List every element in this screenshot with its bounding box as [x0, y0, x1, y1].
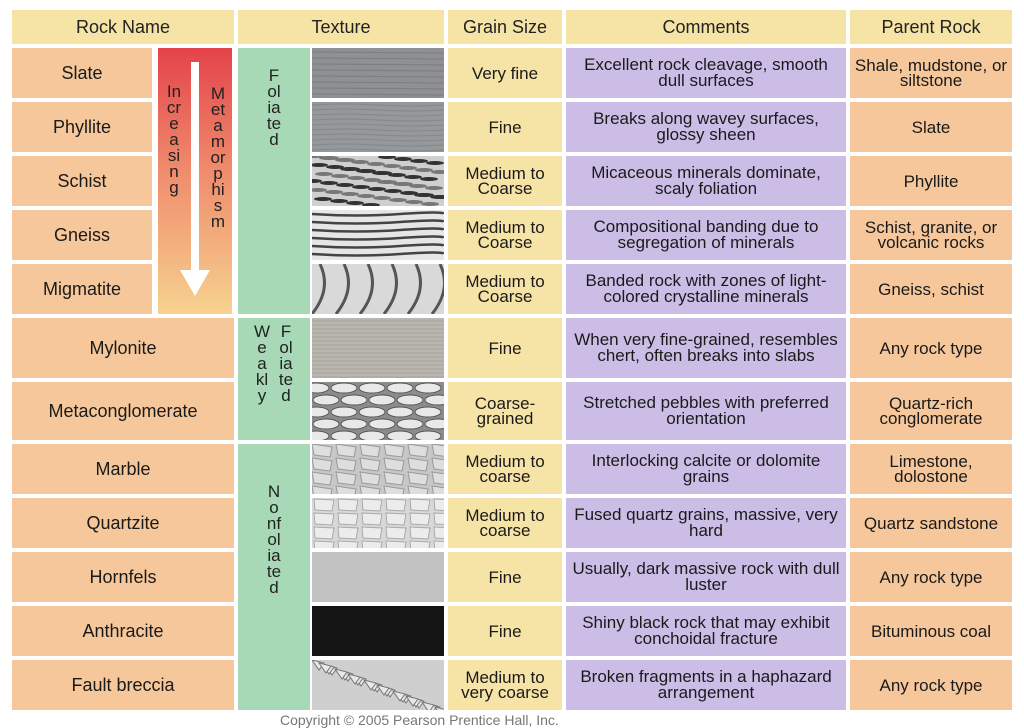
comments-cell: Banded rock with zones of light-colored crystalline minerals [566, 264, 846, 314]
hornfels-texture [312, 552, 444, 602]
arrow-label-increasing: Increasing [166, 82, 182, 197]
foliated-band [238, 48, 310, 314]
comments-cell: Fused quartz grains, massive, very hard [566, 498, 846, 548]
schist-texture [312, 156, 444, 206]
nonfoliated-label: Nonfoliated [266, 482, 282, 597]
parent-rock-cell: Bituminous coal [850, 606, 1012, 656]
grain-size-cell: Fine [448, 318, 562, 378]
grain-size-cell: Fine [448, 606, 562, 656]
parent-rock-cell: Any rock type [850, 318, 1012, 378]
mylonite-texture [312, 318, 444, 378]
rock-name-cell: Mylonite [12, 318, 234, 378]
rock-name-cell: Metaconglomerate [12, 382, 234, 440]
parent-rock-cell: Shale, mudstone, or siltstone [850, 48, 1012, 98]
header-grain-size: Grain Size [448, 10, 562, 44]
rock-name-cell: Gneiss [12, 210, 152, 260]
weakly-label: Weakly [254, 322, 271, 405]
parent-rock-cell: Quartz sandstone [850, 498, 1012, 548]
rock-name-cell: Hornfels [12, 552, 234, 602]
slate-texture [312, 48, 444, 98]
weakly-foliated-band [238, 318, 310, 440]
phyllite-texture [312, 102, 444, 152]
rock-name-cell: Migmatite [12, 264, 152, 314]
comments-cell: Excellent rock cleavage, smooth dull surfaces [566, 48, 846, 98]
weakly-foliated-label: Foliated [278, 322, 294, 405]
comments-cell: Micaceous minerals dominate, scaly foliation [566, 156, 846, 206]
comments-cell: Interlocking calcite or dolomite grains [566, 444, 846, 494]
parent-rock-cell: Phyllite [850, 156, 1012, 206]
comments-cell: Stretched pebbles with preferred orientation [566, 382, 846, 440]
parent-rock-cell: Any rock type [850, 552, 1012, 602]
comments-cell: Usually, dark massive rock with dull luster [566, 552, 846, 602]
comments-cell: Shiny black rock that may exhibit conchoidal fracture [566, 606, 846, 656]
rock-name-cell: Schist [12, 156, 152, 206]
parent-rock-cell: Schist, granite, or volcanic rocks [850, 210, 1012, 260]
grain-size-cell: Medium to coarse [448, 498, 562, 548]
increasing-metamorphism-arrow [158, 48, 232, 314]
grain-size-cell: Medium to Coarse [448, 156, 562, 206]
grain-size-cell: Coarse-grained [448, 382, 562, 440]
grain-size-cell: Medium to Coarse [448, 210, 562, 260]
breccia-texture [312, 660, 444, 710]
parent-rock-cell: Any rock type [850, 660, 1012, 710]
parent-rock-cell: Quartz-rich conglomerate [850, 382, 1012, 440]
grain-size-cell: Medium to very coarse [448, 660, 562, 710]
comments-cell: Breaks along wavey surfaces, glossy sheen [566, 102, 846, 152]
grain-size-cell: Medium to Coarse [448, 264, 562, 314]
copyright-footer: Copyright © 2005 Pearson Prentice Hall, Inc. [280, 712, 559, 728]
gneiss-texture [312, 210, 444, 260]
parent-rock-cell: Limestone, dolostone [850, 444, 1012, 494]
rock-name-cell: Phyllite [12, 102, 152, 152]
quartzite-texture [312, 498, 444, 548]
header-comments: Comments [566, 10, 846, 44]
grain-size-cell: Fine [448, 552, 562, 602]
grain-size-cell: Medium to coarse [448, 444, 562, 494]
nonfoliated-band [238, 444, 310, 710]
grain-size-cell: Very fine [448, 48, 562, 98]
migmatite-texture [312, 264, 444, 314]
foliated-label: Foliated [266, 66, 282, 149]
comments-cell: Compositional banding due to segregation of minerals [566, 210, 846, 260]
anthracite-texture [312, 606, 444, 656]
parent-rock-cell: Gneiss, schist [850, 264, 1012, 314]
header-rock-name: Rock Name [12, 10, 234, 44]
marble-texture [312, 444, 444, 494]
arrow-label-metamorphism: Metamorphism [210, 84, 226, 231]
header-texture: Texture [238, 10, 444, 44]
metaconglomerate-texture [312, 382, 444, 440]
rock-name-cell: Fault breccia [12, 660, 234, 710]
comments-cell: When very fine-grained, resembles chert, often breaks into slabs [566, 318, 846, 378]
header-parent-rock: Parent Rock [850, 10, 1012, 44]
parent-rock-cell: Slate [850, 102, 1012, 152]
comments-cell: Broken fragments in a haphazard arrangement [566, 660, 846, 710]
rock-name-cell: Slate [12, 48, 152, 98]
rock-name-cell: Marble [12, 444, 234, 494]
rock-name-cell: Anthracite [12, 606, 234, 656]
rock-name-cell: Quartzite [12, 498, 234, 548]
grain-size-cell: Fine [448, 102, 562, 152]
